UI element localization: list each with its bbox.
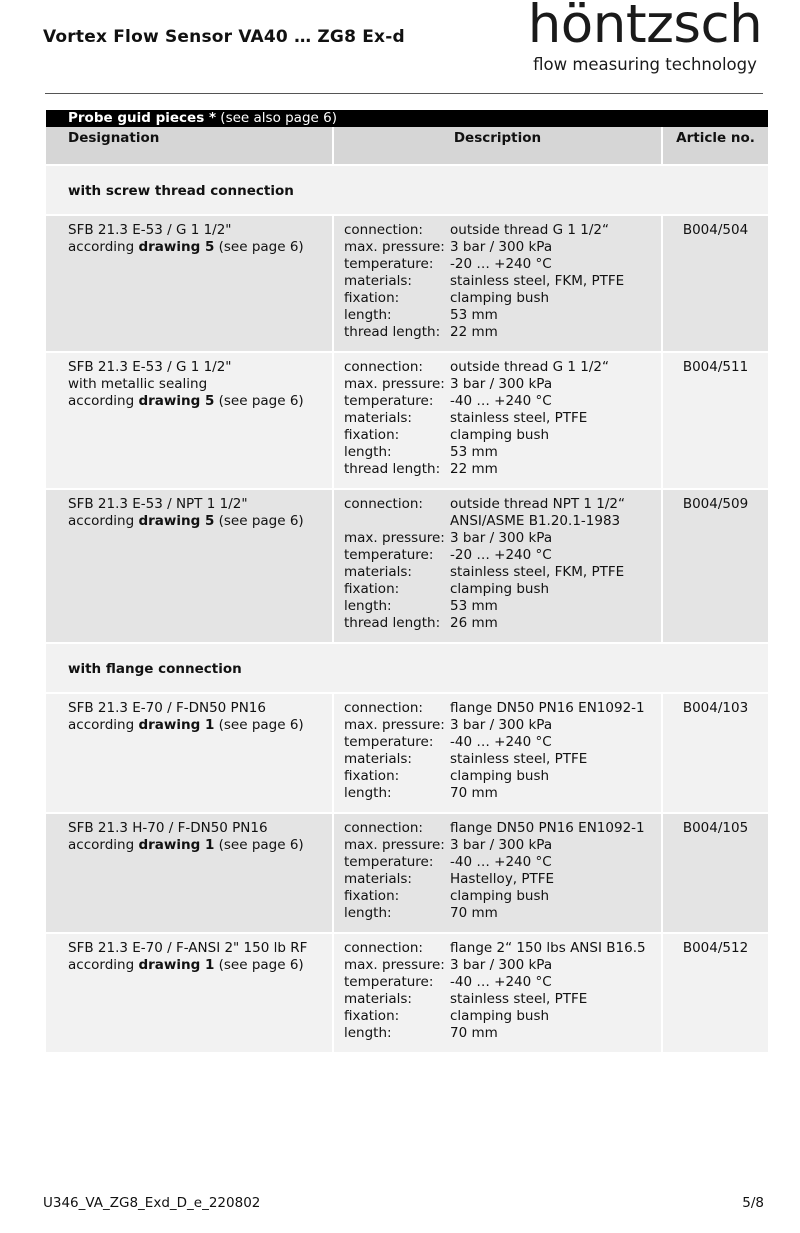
spec-value: clamping bush [450,888,550,904]
designation-line: SFB 21.3 E-53 / G 1 1/2" [68,222,232,238]
drawing-reference [68,957,332,974]
spec-value: -40 … +240 °C [450,734,552,750]
description-cell [333,693,662,813]
spec-key: materials: [344,751,412,767]
document-title: Vortex Flow Sensor VA40 … ZG8 Ex-d [43,27,405,47]
spec-value: 53 mm [450,307,498,323]
spec-value: Hastelloy, PTFE [450,871,555,887]
spec-key: max. pressure: [344,239,445,255]
spec-value: outside thread NPT 1 1/2“ [450,496,625,512]
table-row [46,489,768,643]
section-row [46,643,768,693]
drawing-number: drawing 1 [138,957,215,973]
spec-key: max. pressure: [344,837,445,853]
drawing-number: drawing 5 [138,239,215,255]
spec-key: materials: [344,410,412,426]
section-title: with screw thread connection [46,165,768,215]
spec-value: clamping bush [450,1008,550,1024]
spec-value: 22 mm [450,324,498,340]
spec-key: length: [344,785,392,801]
spec-value: outside thread G 1 1/2“ [450,222,609,238]
spec-value: 22 mm [450,461,498,477]
drawing-number: drawing 1 [138,717,215,733]
designation-cell [46,693,333,813]
spec-key: length: [344,307,392,323]
spec-key: temperature: [344,256,434,272]
spec-key: max. pressure: [344,530,445,546]
spec-list [344,820,661,922]
description-cell [333,813,662,933]
spec-value: stainless steel, FKM, PTFE [450,273,625,289]
spec-list [344,700,661,802]
header-divider [45,93,763,94]
footer-document-id: U346_VA_ZG8_Exd_D_e_220802 [43,1195,261,1211]
spec-list [344,940,661,1042]
table-row [46,215,768,352]
drawing-suffix: (see page 6) [214,393,304,409]
spec-value: -20 … +240 °C [450,256,552,272]
spec-key: fixation: [344,581,400,597]
drawing-number: drawing 5 [138,513,215,529]
spec-value: 3 bar / 300 kPa [450,717,553,733]
drawing-prefix: according [68,393,139,409]
footer-page-number: 5/8 [742,1195,764,1211]
spec-key: thread length: [344,461,441,477]
table-row [46,813,768,933]
description-cell [333,933,662,1052]
spec-value: flange DN50 PN16 EN1092-1 [450,820,645,836]
drawing-reference [68,717,332,734]
spec-key: fixation: [344,1008,400,1024]
spec-value: 53 mm [450,444,498,460]
spec-value: stainless steel, PTFE [450,991,588,1007]
spec-value: -40 … +240 °C [450,393,552,409]
spec-value: outside thread G 1 1/2“ [450,359,609,375]
spec-key: max. pressure: [344,957,445,973]
designation-line: with metallic sealing [68,376,208,392]
description-cell [333,489,662,643]
section-row [46,165,768,215]
spec-value: 3 bar / 300 kPa [450,530,553,546]
article-number: B004/105 [662,813,768,933]
spec-key: length: [344,905,392,921]
drawing-prefix: according [68,513,139,529]
spec-key: connection: [344,940,423,956]
column-header-designation: Designation [46,127,333,165]
spec-value: stainless steel, PTFE [450,410,588,426]
spec-key: temperature: [344,547,434,563]
spec-key: thread length: [344,615,441,631]
spec-key: length: [344,598,392,614]
spec-key: connection: [344,222,423,238]
spec-key: fixation: [344,888,400,904]
spec-list [344,496,661,632]
spec-key: fixation: [344,427,400,443]
spec-key: materials: [344,564,412,580]
spec-value: -40 … +240 °C [450,854,552,870]
spec-key: materials: [344,273,412,289]
designation-line: SFB 21.3 H-70 / F-DN50 PN16 [68,820,268,836]
drawing-reference [68,393,332,410]
spec-value: 53 mm [450,598,498,614]
drawing-reference [68,513,332,530]
column-header-article: Article no. [662,127,768,165]
column-header-description: Description [333,127,662,165]
spec-value: -20 … +240 °C [450,547,552,563]
spec-key: thread length: [344,324,441,340]
article-number: B004/511 [662,352,768,489]
logo-wordmark: höntzsch [527,0,763,55]
spec-key: length: [344,1025,392,1041]
article-number: B004/509 [662,489,768,643]
table-header-row [46,127,768,165]
drawing-reference [68,239,332,256]
drawing-number: drawing 5 [138,393,215,409]
spec-value: 70 mm [450,905,498,921]
spec-value: stainless steel, FKM, PTFE [450,564,625,580]
drawing-prefix: according [68,837,139,853]
probe-guide-pieces-table [46,110,768,1052]
spec-value: 70 mm [450,785,498,801]
drawing-suffix: (see page 6) [214,837,304,853]
drawing-suffix: (see page 6) [214,239,304,255]
table-banner [46,110,768,127]
spec-key: materials: [344,991,412,1007]
drawing-number: drawing 1 [138,837,215,853]
description-cell [333,352,662,489]
spec-list [344,359,661,478]
designation-cell [46,352,333,489]
spec-value: ANSI/ASME B1.20.1-1983 [450,513,621,529]
banner-note: (see also page 6) [216,110,337,126]
spec-key [344,513,450,530]
table-row [46,933,768,1052]
company-logo [525,0,765,74]
spec-value: flange 2“ 150 lbs ANSI B16.5 [450,940,646,956]
drawing-prefix: according [68,239,139,255]
spec-key: max. pressure: [344,717,445,733]
spec-value: 3 bar / 300 kPa [450,957,553,973]
description-cell [333,215,662,352]
spec-value: 3 bar / 300 kPa [450,837,553,853]
designation-line: SFB 21.3 E-70 / F-DN50 PN16 [68,700,266,716]
spec-key: temperature: [344,854,434,870]
spec-value: 3 bar / 300 kPa [450,239,553,255]
spec-value: flange DN50 PN16 EN1092-1 [450,700,645,716]
drawing-prefix: according [68,957,139,973]
spec-key: connection: [344,496,423,512]
spec-value: clamping bush [450,290,550,306]
spec-key: fixation: [344,768,400,784]
spec-value: 70 mm [450,1025,498,1041]
table-row [46,693,768,813]
table-body [46,165,768,1052]
spec-value: clamping bush [450,768,550,784]
spec-key: temperature: [344,734,434,750]
spec-key: fixation: [344,290,400,306]
drawing-suffix: (see page 6) [214,513,304,529]
article-number: B004/504 [662,215,768,352]
spec-key: temperature: [344,393,434,409]
article-number: B004/103 [662,693,768,813]
spec-key: length: [344,444,392,460]
designation-cell [46,489,333,643]
spec-value: stainless steel, PTFE [450,751,588,767]
drawing-reference [68,837,332,854]
designation-cell [46,813,333,933]
spec-key: max. pressure: [344,376,445,392]
spec-key: connection: [344,820,423,836]
spec-value: clamping bush [450,427,550,443]
designation-line: SFB 21.3 E-53 / NPT 1 1/2" [68,496,248,512]
spec-key: temperature: [344,974,434,990]
drawing-suffix: (see page 6) [214,957,304,973]
spec-key: connection: [344,359,423,375]
article-number: B004/512 [662,933,768,1052]
table-row [46,352,768,489]
section-title: with flange connection [46,643,768,693]
drawing-suffix: (see page 6) [214,717,304,733]
spec-key: materials: [344,871,412,887]
drawing-prefix: according [68,717,139,733]
banner-title: Probe guid pieces * [68,110,217,126]
designation-cell [46,933,333,1052]
spec-value: clamping bush [450,581,550,597]
designation-cell [46,215,333,352]
designation-line: SFB 21.3 E-53 / G 1 1/2" [68,359,232,375]
spec-value: 3 bar / 300 kPa [450,376,553,392]
spec-list [344,222,661,341]
spec-value: 26 mm [450,615,498,631]
spec-value: -40 … +240 °C [450,974,552,990]
logo-tagline: flow measuring technology [533,55,757,74]
spec-key: connection: [344,700,423,716]
designation-line: SFB 21.3 E-70 / F-ANSI 2" 150 lb RF [68,940,308,956]
